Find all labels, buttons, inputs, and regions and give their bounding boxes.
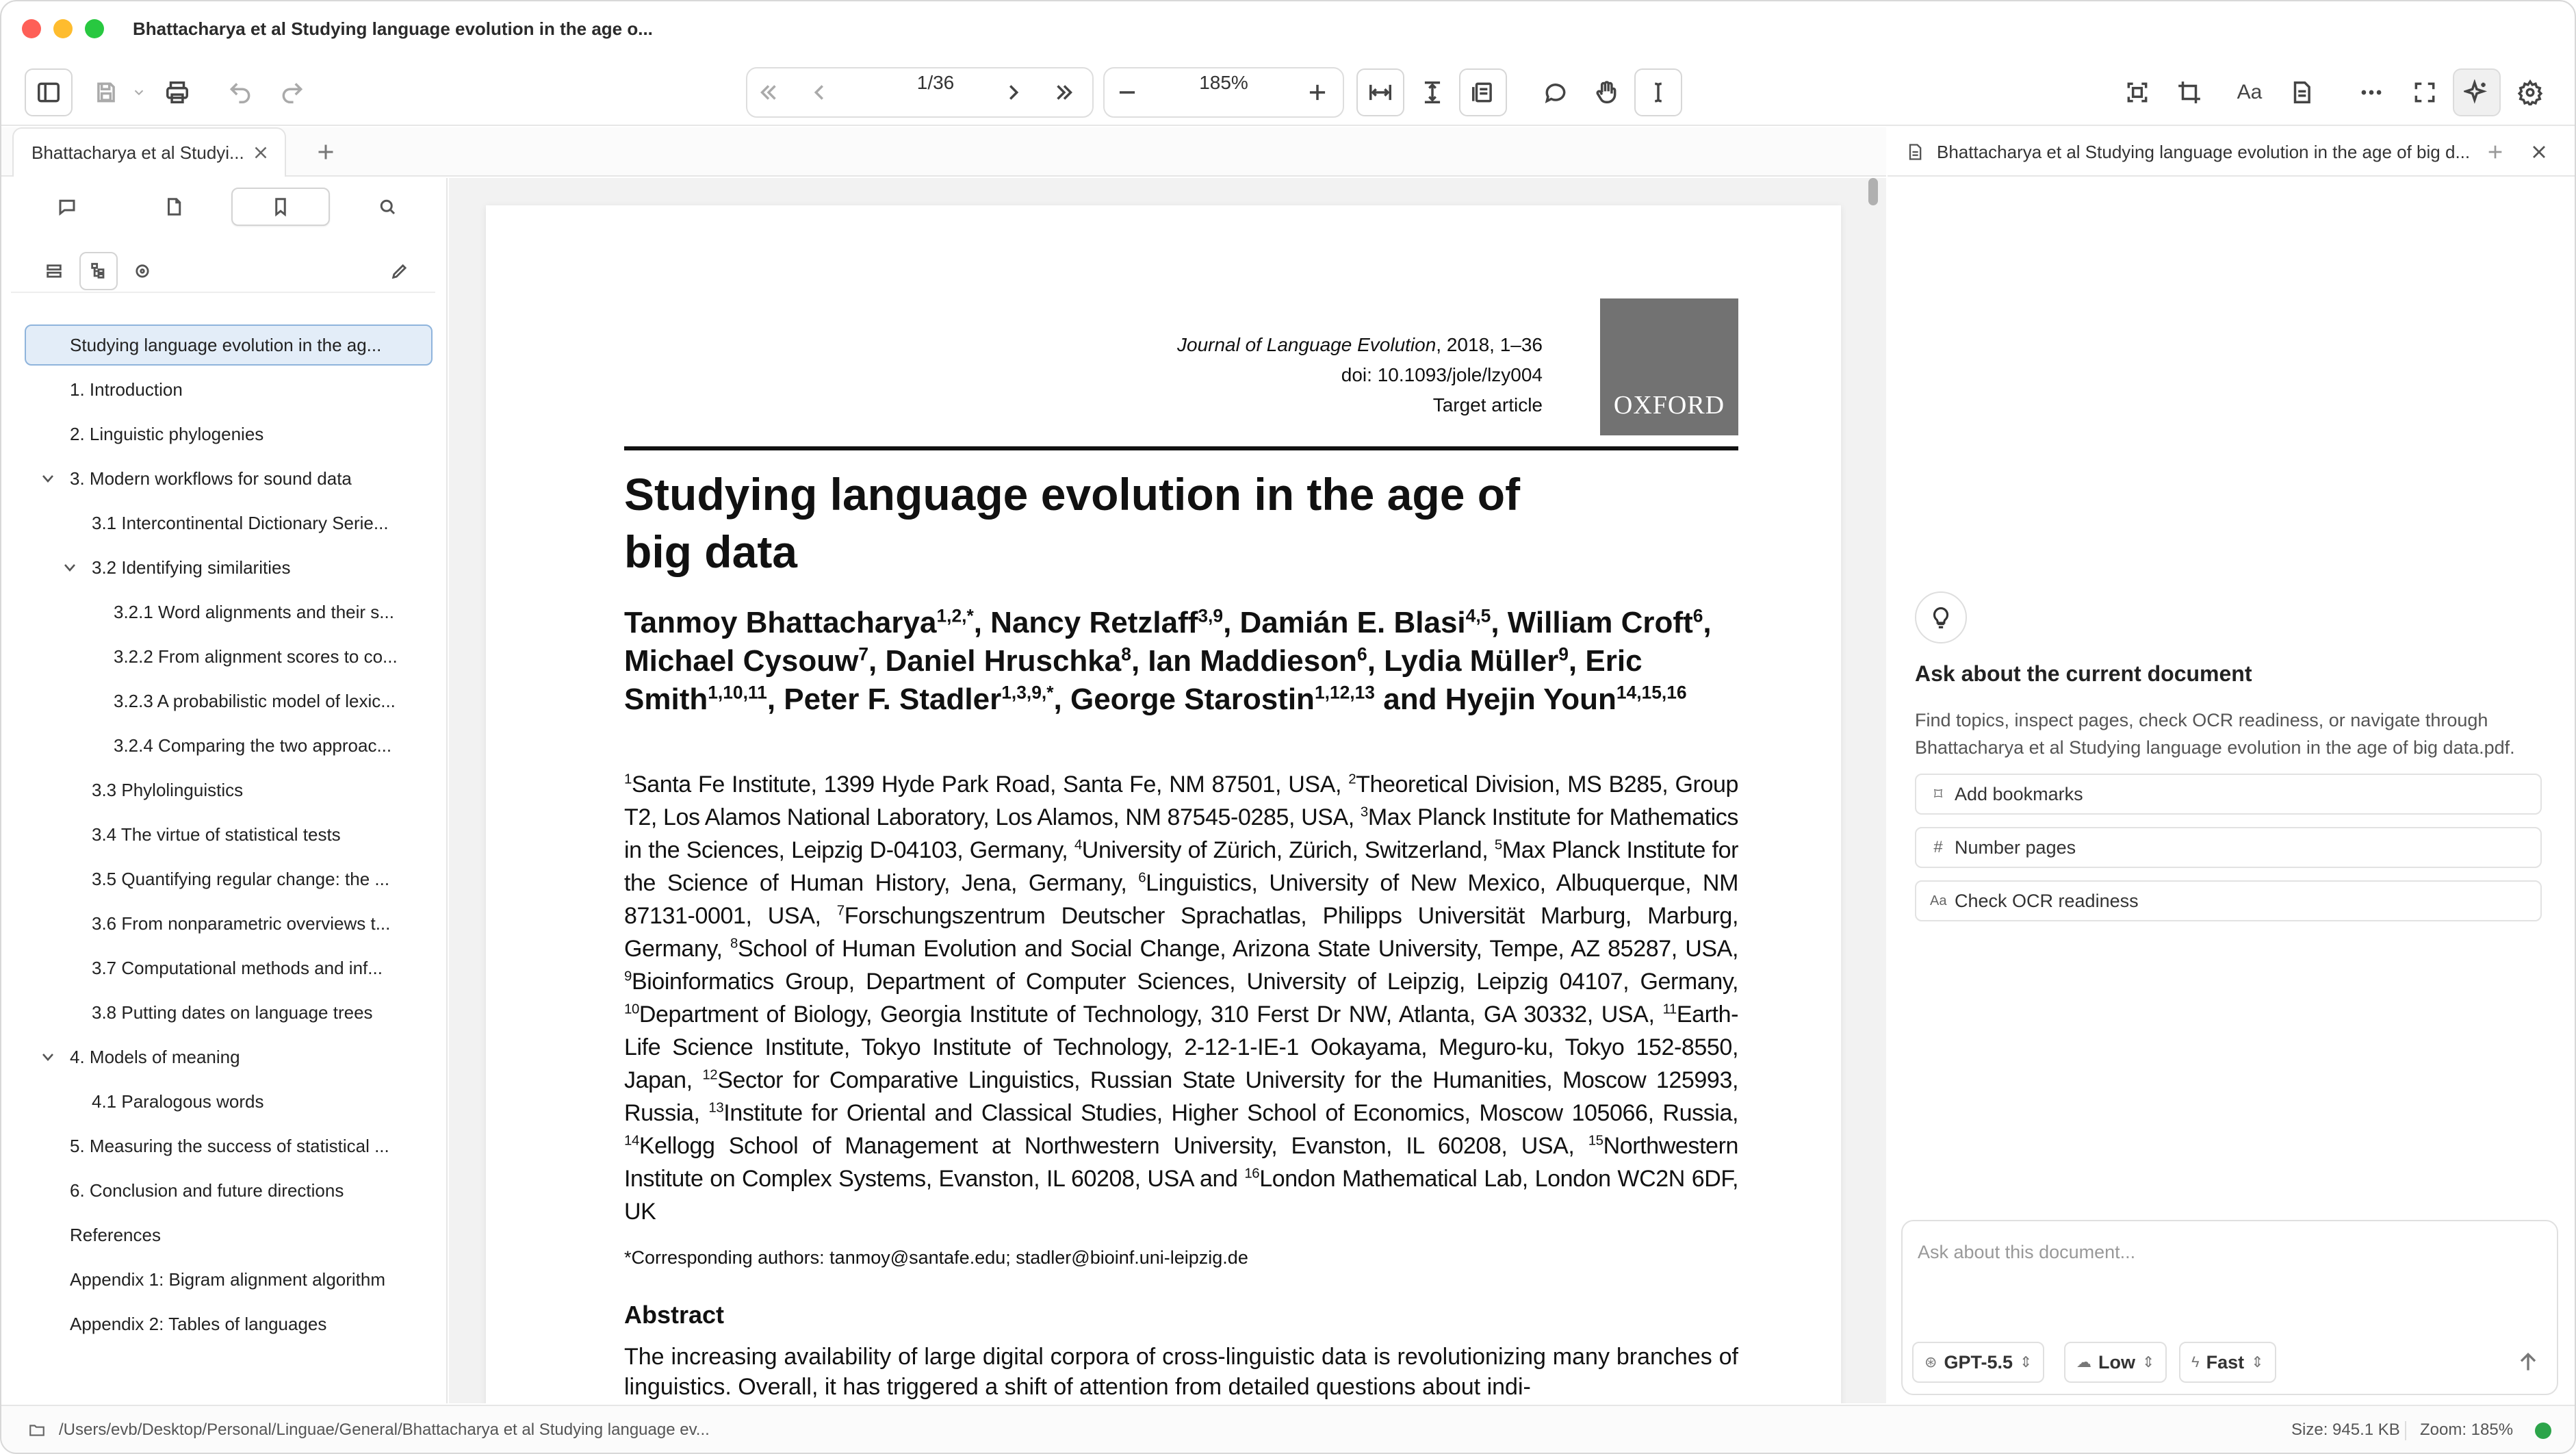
outline-item-label: 6. Conclusion and future directions (70, 1179, 344, 1201)
outline-item-label: 3.2.2 From alignment scores to co... (114, 646, 398, 667)
first-page-button[interactable] (745, 68, 793, 116)
ellipsis-icon (2358, 79, 2384, 105)
comment-icon (57, 196, 77, 217)
bookmark-icon (270, 196, 291, 217)
journal-citation (1177, 330, 1543, 420)
plus-icon (1304, 79, 1330, 105)
chat-composer (1901, 1220, 2558, 1395)
maximize-window-button[interactable] (85, 19, 104, 38)
tab-bookmarks[interactable] (231, 188, 330, 226)
file-size: Size: 945.1 KB (2291, 1420, 2400, 1439)
status-divider (2405, 1421, 2406, 1440)
scrollbar-thumb[interactable] (1868, 178, 1878, 205)
updown-icon: ⇕ (2251, 1353, 2264, 1370)
chat-input[interactable]: Ask about this document... (1918, 1242, 2136, 1262)
hash-icon: # (1933, 838, 1943, 856)
text-icon: Aa (1930, 893, 1947, 908)
minimize-window-button[interactable] (53, 19, 73, 38)
window-title: Bhattacharya et al Studying language evolution in the age o... (133, 18, 653, 39)
outline-item-label: Studying language evolution in the ag... (70, 334, 382, 355)
suggestion-add-bookmarks[interactable] (1915, 774, 2542, 815)
close-icon[interactable] (250, 142, 271, 163)
document-tab-label: Bhattacharya et al Studyi... (31, 142, 244, 163)
article-title: Studying language evolution in the age of big data (624, 469, 1521, 577)
fit-width-icon (1367, 79, 1393, 105)
outline-item-label: 3.1 Intercontinental Dictionary Serie... (92, 512, 389, 533)
close-window-button[interactable] (22, 19, 41, 38)
lightbulb-icon (1915, 591, 1967, 643)
outline-item[interactable] (25, 1259, 433, 1300)
text-style-icon: Aa (2237, 81, 2263, 103)
outline-item[interactable] (25, 1303, 433, 1344)
corresponding-authors: *Corresponding authors: tanmoy@santafe.edu; stadler@bioinf.uni-leipzig.de (624, 1247, 1248, 1268)
outline-item-label: 1. Introduction (70, 379, 183, 400)
outline-item[interactable] (25, 947, 433, 989)
comment-icon (1543, 79, 1569, 105)
outline-item-label: 3.7 Computational methods and inf... (92, 957, 383, 978)
settings-button[interactable] (2506, 68, 2554, 116)
target-button[interactable] (123, 252, 162, 290)
tab-search[interactable] (338, 188, 437, 226)
outline-item-label: 3.5 Quantifying regular change: the ... (92, 868, 390, 889)
next-page-button[interactable] (990, 68, 1038, 116)
hand-tool-button[interactable] (1582, 68, 1630, 116)
hand-icon (1593, 79, 1619, 105)
zoom-in-button[interactable] (1293, 68, 1341, 116)
outline-toolbar (11, 252, 435, 293)
pdf-page (486, 205, 1841, 1403)
speed-selector[interactable] (2179, 1342, 2276, 1383)
document-tab-bar (1, 127, 1886, 177)
pencil-icon (390, 262, 409, 281)
tab-pages[interactable] (125, 188, 223, 226)
double-chevron-left-icon (756, 79, 782, 105)
sidebar (1, 178, 448, 1403)
document-viewer[interactable] (449, 178, 1886, 1403)
outline-item[interactable] (25, 324, 433, 366)
suggestion-number-pages[interactable] (1915, 827, 2542, 868)
plus-icon[interactable] (2484, 141, 2506, 163)
search-icon (377, 196, 398, 217)
text-cursor-icon (1645, 79, 1671, 105)
updown-icon: ⇕ (2019, 1353, 2033, 1370)
outline-item[interactable] (25, 413, 433, 455)
outline-item[interactable] (25, 1036, 433, 1077)
doi: doi: 10.1093/jole/lzy004 (1341, 364, 1543, 385)
outline-item-label: Appendix 1: Bigram alignment algorithm (70, 1268, 386, 1290)
assistant-panel (1888, 127, 2576, 1403)
outline-item[interactable] (25, 814, 433, 855)
outline-item[interactable] (25, 992, 433, 1033)
document-tab[interactable] (12, 127, 286, 177)
outline-item[interactable] (25, 1214, 433, 1255)
outline-item[interactable] (25, 636, 433, 677)
outline-item[interactable] (25, 725, 433, 766)
chevron-down-icon[interactable] (40, 1049, 56, 1065)
outline-item-label: 4. Models of meaning (70, 1046, 240, 1067)
outline-item-label: 2. Linguistic phylogenies (70, 423, 264, 444)
new-tab-plus-icon[interactable] (313, 140, 338, 164)
outline-item[interactable] (25, 1170, 433, 1211)
outline-item-label: 3.2.4 Comparing the two approac... (114, 735, 392, 756)
abstract-heading: Abstract (624, 1301, 725, 1329)
publisher-logo: OXFORD (1600, 298, 1738, 435)
sidebar-tabs (11, 188, 435, 231)
send-arrow-icon[interactable] (2514, 1349, 2542, 1376)
last-page-button[interactable] (1040, 68, 1088, 116)
page-layout-button[interactable] (1459, 68, 1507, 116)
fit-height-icon (1419, 79, 1445, 105)
outline-item[interactable] (25, 458, 433, 499)
outline-item-label: 3.2.1 Word alignments and their s... (114, 601, 394, 622)
effort-selector[interactable] (2064, 1342, 2167, 1383)
undo-icon (227, 79, 253, 105)
double-chevron-right-icon (1051, 79, 1077, 105)
updown-icon: ⇕ (2142, 1353, 2155, 1370)
model-selector[interactable] (1912, 1342, 2044, 1383)
journal-name: Journal of Language Evolution (1177, 334, 1437, 355)
print-button[interactable] (153, 68, 201, 116)
outline-item-label: 3.8 Putting dates on language trees (92, 1002, 373, 1023)
folder-icon (27, 1421, 47, 1439)
tab-comments[interactable] (18, 188, 116, 226)
outline-item-label: 3. Modern workflows for sound data (70, 468, 352, 489)
outline-item-label: 3.2 Identifying similarities (92, 557, 291, 578)
journal-year-pages: , 2018, 1–36 (1436, 334, 1543, 355)
outline-item-label: Appendix 2: Tables of languages (70, 1313, 327, 1334)
suggestion-label: Add bookmarks (1955, 783, 2083, 804)
outline-item-label: References (70, 1224, 161, 1245)
fullscreen-button[interactable] (2401, 68, 2449, 116)
zoom-out-button[interactable] (1103, 68, 1151, 116)
target-icon (133, 262, 152, 281)
screenshot-button[interactable] (2113, 68, 2161, 116)
chevron-down-icon (131, 85, 146, 100)
outline-item-label: 3.4 The virtue of statistical tests (92, 824, 341, 845)
outline-item[interactable] (25, 1125, 433, 1166)
header-rule (624, 446, 1738, 450)
crop-button[interactable] (2165, 68, 2213, 116)
list-view-button[interactable] (36, 252, 73, 290)
sidebar-icon (36, 79, 62, 105)
outline-item[interactable] (25, 769, 433, 811)
comment-button[interactable] (1532, 68, 1580, 116)
expand-icon (2412, 79, 2438, 105)
outline-item-label: 4.1 Paralogous words (92, 1090, 264, 1112)
redo-button[interactable] (268, 68, 316, 116)
outline-item[interactable] (25, 591, 433, 633)
tree-view-button[interactable] (79, 252, 118, 290)
status-bar (1, 1405, 2575, 1454)
more-options-button[interactable] (2347, 68, 2395, 116)
model-label: GPT-5.5 (1944, 1351, 2013, 1373)
text-style-button[interactable] (2226, 68, 2274, 116)
author-list: Tanmoy Bhattacharya$^{1,2,*}$, Nancy Retzlaff$^{3,9}$, Damián E. Blasi$^{4,5}$, William Croft$^6$, Michael Cysouw$^7$, Daniel Hruschka$^8$, Ian Maddieson$^6$, Lydia Müller$^9$, Eric Smith$^{1,10,11}$, Peter F. Stadler$^{1,3,9,*}$, George Starostin$^{1,12,13}$ and Hyejin Youn$^{14,15,16}$ (624, 605, 1712, 716)
outline-item-label: 3.6 From nonparametric overviews t... (92, 913, 391, 934)
crop-icon (2176, 79, 2202, 105)
chevron-down-icon[interactable] (40, 470, 56, 487)
tree-icon (89, 262, 108, 281)
file-path: /Users/evb/Desktop/Personal/Linguae/General/Bhattacharya et al Studying language ev... (59, 1420, 710, 1439)
article-type: Target article (1432, 394, 1543, 416)
page-icon (164, 196, 184, 217)
chevron-down-icon[interactable] (62, 559, 78, 576)
outline-item[interactable] (25, 1081, 433, 1122)
document-info-button[interactable] (2278, 68, 2326, 116)
minus-icon (1114, 79, 1140, 105)
sparkle-icon (2464, 79, 2490, 105)
outline-item[interactable] (25, 858, 433, 900)
list-icon (44, 262, 64, 281)
page-indicator[interactable]: 1/36 (916, 72, 955, 93)
outline-item-label: 3.3 Phylolinguistics (92, 779, 244, 800)
speed-label: Fast (2206, 1351, 2245, 1373)
chevron-left-icon (806, 79, 832, 105)
outline-item-label: 3.2.3 A probabilistic model of lexic... (114, 690, 396, 711)
assistant-document-title: Bhattacharya et al Studying language evolution in the age of big d... (1937, 141, 2471, 162)
text-select-tool-button[interactable] (1634, 68, 1682, 116)
redo-icon (279, 79, 305, 105)
page-layout-icon (1470, 79, 1496, 105)
fit-height-button[interactable] (1408, 68, 1456, 116)
status-indicator (2535, 1423, 2551, 1439)
abstract-text: The increasing availability of large digital corpora of cross-linguistic data is revolutionizing many branches of linguistics. Overall, it has triggered a shift of attention from detailed questions about indi- (624, 1344, 1738, 1400)
suggestion-check-ocr[interactable] (1915, 880, 2542, 921)
effort-label: Low (2098, 1351, 2135, 1373)
title-bar (1, 1, 2575, 56)
outline-item[interactable] (25, 369, 433, 410)
toolbar (1, 58, 2575, 126)
bookmark-icon: ⌑ (1933, 785, 1943, 804)
assistant-header (1888, 127, 2576, 177)
suggestion-label: Number pages (1955, 837, 2076, 858)
outline-item[interactable] (25, 502, 433, 544)
model-icon: ⊛ (1924, 1353, 1937, 1370)
bolt-icon: ϟ (2191, 1353, 2200, 1370)
ai-assistant-button[interactable] (2453, 68, 2501, 116)
assistant-description: Find topics, inspect pages, check OCR readiness, or navigate through Bhattacharya et al Studying language evolution in the age of big data.pdf. (1915, 710, 2515, 758)
chevron-right-icon (1001, 79, 1027, 105)
toggle-sidebar-button[interactable] (25, 68, 73, 116)
previous-page-button[interactable] (795, 68, 843, 116)
assistant-heading: Ask about the current document (1915, 661, 2252, 686)
document-icon (2289, 79, 2315, 105)
outline-item-label: 5. Measuring the success of statistical ... (70, 1135, 389, 1156)
capture-icon (2124, 79, 2150, 105)
cloud-icon: ☁ (2076, 1353, 2091, 1370)
close-icon[interactable] (2528, 141, 2550, 163)
affiliations: $^1$Santa Fe Institute, 1399 Hyde Park Road, Santa Fe, NM 87501, USA, $^2$Theoretical Division, MS B285, Group T2, Los Alamos National Laboratory, Los Alamos, NM 87545-0285, USA, $^3$Max Planck Institute for Mathematics in the Sciences, Leipzig D-04103, Germany, $^4$University of Zürich, Zürich, Switzerland, $^5$Max Planck Institute for the Science of Human History, Jena, Germany, $^6$Linguistics, University of New Mexico, Albuquerque, NM 87131-0001, USA, $^7$Forschungszentrum Deutscher Sprachatlas, Philipps Universität Marburg, Marburg, Germany, $^8$School of Human Evolution and Social Change, Arizona State University, Tempe, AZ 85287, USA, $^9$Bioinformatics Group, Department of Computer Sciences, University of Leipzig, Leipzig 04107, Germany, $^{10}$Department of Biology, Georgia Institute of Technology, 310 Ferst Dr NW, Atlanta, GA 30332, USA, $^{11}$Earth-Life Science Institute, Tokyo Institute of Technology, 2-12-1-IE-1 Ookayama, Meguro-ku, Tokyo 152-8550, Japan, $^{12}$Sector for Comparative Linguistics, Russian State University for the Humanities, Moscow 125993, Russia, $^{13}$Institute for Oriental and Classical Studies, Higher School of Economics, Moscow 105066, Russia, $^{14}$Kellogg School of Management at Northwestern University, Evanston, IL 60208, USA, $^{15}$Northwestern Institute on Complex Systems, Evanston, IL 60208, USA and $^{16}$London Mathematical Lab, London WC2N 6DF, UK (624, 771, 1739, 1225)
zoom-level[interactable]: 185% (1199, 72, 1248, 93)
suggestion-label: Check OCR readiness (1955, 890, 2139, 911)
printer-icon (164, 79, 190, 105)
undo-button[interactable] (216, 68, 264, 116)
window-controls (22, 19, 104, 38)
outline-item[interactable] (25, 680, 433, 722)
outline-item[interactable] (25, 547, 433, 588)
status-zoom: Zoom: 185% (2420, 1420, 2514, 1439)
gear-icon (2517, 79, 2543, 105)
fit-width-button[interactable] (1356, 68, 1404, 116)
outline-item[interactable] (25, 903, 433, 944)
edit-outline-button[interactable] (381, 252, 419, 290)
document-icon (1905, 142, 1924, 162)
